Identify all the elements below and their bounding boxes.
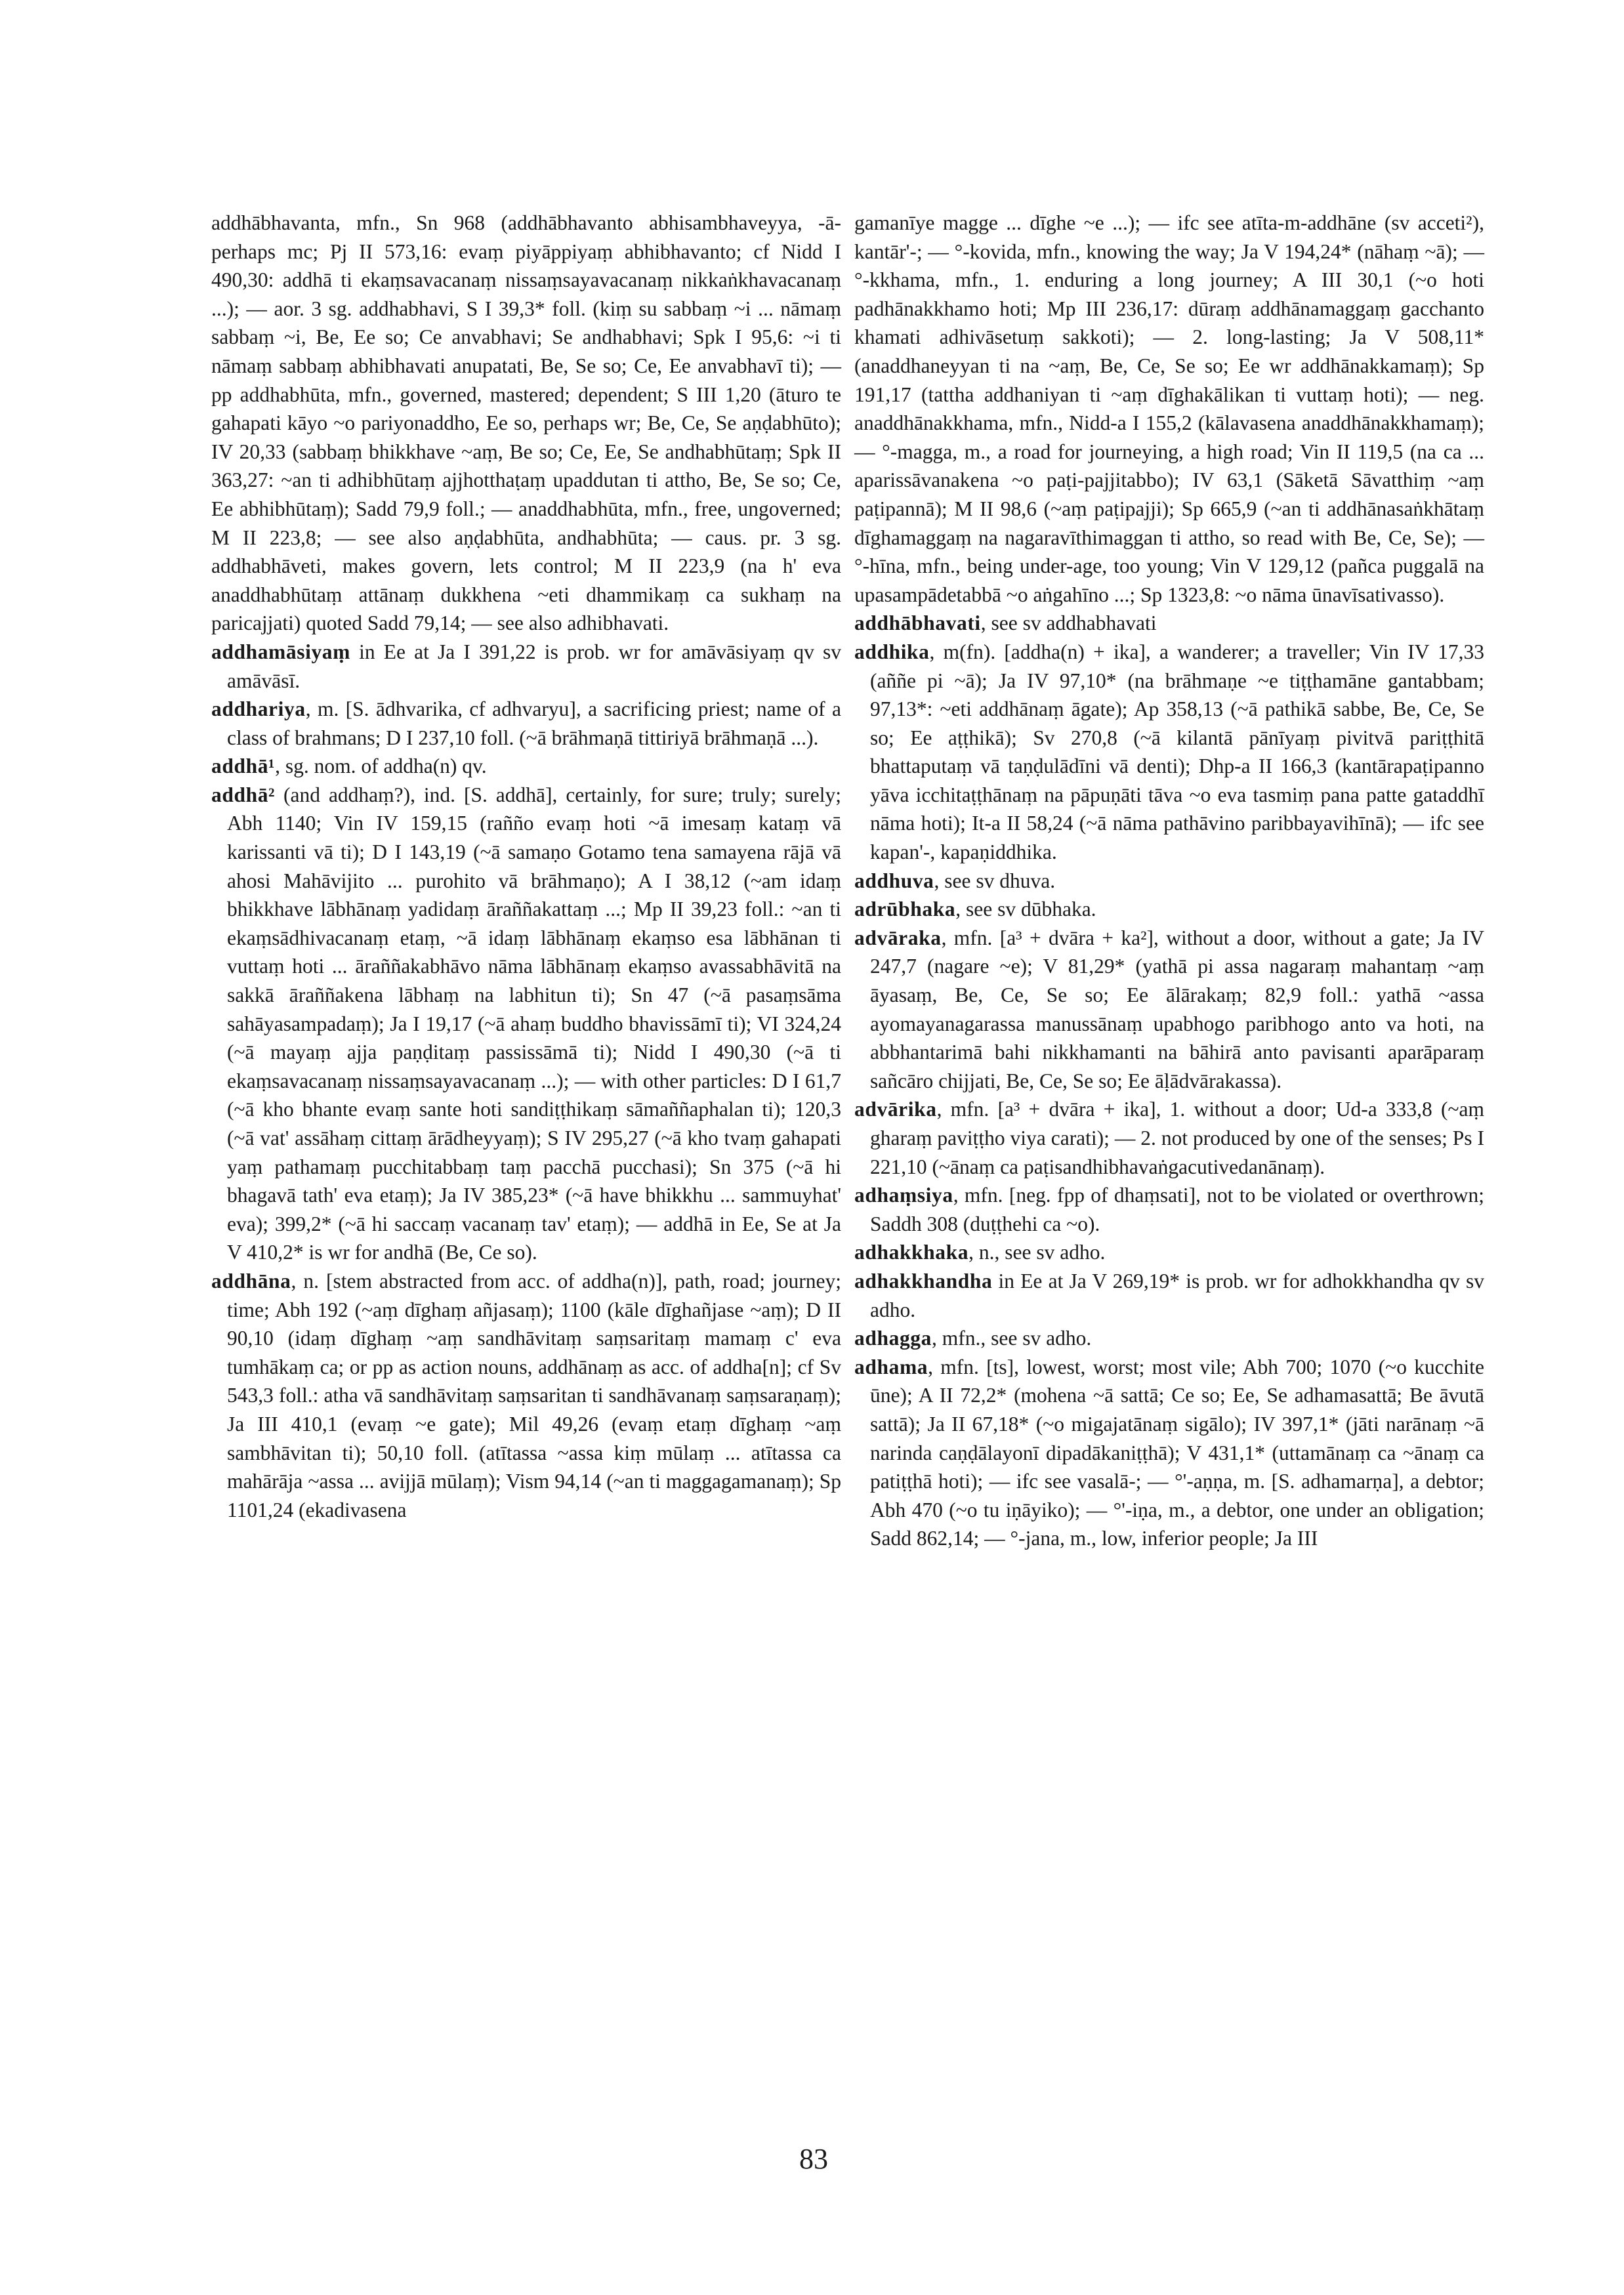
entry-headword: adhama bbox=[854, 1355, 928, 1378]
entry-addhabhavati bbox=[854, 609, 1484, 638]
entry-addhana bbox=[211, 1267, 841, 1524]
entry-body: , m. [S. ādhvarika, cf adhvaryu], a sacrificing priest; name of a class of brahmans; D I 237,10 foll. (~ā brāhmaṇā tittiriyā brāhmaṇā ...). bbox=[227, 697, 841, 749]
entry-body: , see sv dhuva. bbox=[934, 869, 1056, 892]
entry-body: gamanīye magge ... dīghe ~e ...); — ifc see atīta-m-addhāne (sv acceti²), kantār'-; — °-kovida, mfn., knowing the way; Ja V 194,24* (nāhaṃ ~ā); — °-kkhama, mfn., 1. enduring a long journey; A III 30,1 (~o hoti padhānakkhamo hoti; Mp III 236,17: dūraṃ addhānamaggaṃ gacchanto khamati adhivāsetuṃ sakkoti); — 2. long-lasting; Ja V 508,11* (anaddhaneyyan ti na ~aṃ, Be, Ce, Se so; Ee wr addhānakkamaṃ); Sp 191,17 (tattha addhaniyan ti ~aṃ dīghakālikan ti vuttaṃ hoti); — neg. anaddhānakkhama, mfn., Nidd-a I 155,2 (kālavasena anaddhānakkhamaṃ); — °-magga, m., a road for journeying, a high road; Vin II 119,5 (na ca ... aparissāvanakena ~o paṭi-pajjitabbo); IV 63,1 (Sāketā Sāvatthiṃ ~aṃ paṭipannā); M II 98,6 (~aṃ paṭipajji); Sp 665,9 (~an ti addhānasaṅkhātaṃ dīghamaggaṃ na nagaravīthimaggan ti attho, so read with Be, Ce, Se); — °-hīna, mfn., being under-age, too young; Vin V 129,12 (pañca puggalā na upasampādetabbā ~o aṅgahīno ...; Sp 1323,8: ~o nāma ūnavīsativasso). bbox=[854, 211, 1484, 606]
entry-body: , mfn. [a³ + dvāra + ika], 1. without a door; Ud-a 333,8 (~aṃ gharaṃ paviṭṭho viya carati); — 2. not produced by one of the senses; Ps I 221,10 (~ānaṃ ca paṭisandhibhavaṅgacutivedanānaṃ). bbox=[870, 1098, 1484, 1178]
entry-addha-2 bbox=[211, 781, 841, 1267]
entry-advaraka bbox=[854, 924, 1484, 1096]
entry-addhuva bbox=[854, 867, 1484, 896]
entry-body: , n. [stem abstracted from acc. of addha(n)], path, road; journey; time; Abh 192 (~aṃ dīghaṃ añjasaṃ); 1100 (kāle dīghañjase ~aṃ); D II 90,10 (idaṃ dīghaṃ ~aṃ sandhāvitaṃ saṃsaritaṃ mamaṃ c' eva tumhākaṃ ca; or pp as action nouns, addhānaṃ as acc. of addha[n]; cf Sv 543,3 foll.: atha vā sandhāvitaṃ saṃsaritan ti sandhāvanaṃ saṃsaraṇaṃ); Ja III 410,1 (evaṃ ~e gate); Mil 49,26 (evaṃ etaṃ dīghaṃ ~aṃ sambhāvitan ti); 50,10 foll. (atītassa ~assa kiṃ mūlaṃ ... atītassa ca mahārāja ~assa ... avijjā mūlaṃ); Vism 94,14 (~an ti maggagamanaṃ); Sp 1101,24 (ekadivasena bbox=[227, 1269, 841, 1521]
entry-body: , mfn. [ts], lowest, worst; most vile; Abh 700; 1070 (~o kucchite ūne); A II 72,2* (mohena ~ā sattā; Ce so; Ee, Se adhamasattā; Be āvutā sattā); Ja II 67,18* (~o migajatānaṃ sigālo); IV 397,1* (jāti narānaṃ ~ā narinda caṇḍālayonī dipadākaniṭṭhā); V 431,1* (uttamānaṃ ca ~ānaṃ ca patiṭṭhā hoti); — ifc see vasalā-; — °'-aṇṇa, m. [S. adhamarṇa], a debtor; Abh 470 (~o tu iṇāyiko); — °'-iṇa, m., a debtor, one under an obligation; Sadd 862,14; — °-jana, m., low, inferior people; Ja III bbox=[870, 1355, 1484, 1550]
entry-headword: addhābhavati bbox=[854, 611, 981, 635]
entry-addhana-continued bbox=[854, 209, 1484, 609]
entry-body: , see sv dūbhaka. bbox=[955, 898, 1096, 921]
entry-adrubhaka bbox=[854, 895, 1484, 924]
entry-body: , see sv addhabhavati bbox=[980, 611, 1157, 635]
entry-headword: addhā¹ bbox=[211, 755, 276, 778]
entry-advarika bbox=[854, 1095, 1484, 1181]
entry-body: , mfn. [neg. fpp of dhaṃsati], not to be violated or overthrown; Saddh 308 (duṭṭhehi ca ~o). bbox=[870, 1184, 1484, 1235]
entry-headword: addhika bbox=[854, 640, 930, 663]
entry-adhakkhandha bbox=[854, 1267, 1484, 1324]
entry-adhama bbox=[854, 1353, 1484, 1553]
right-column bbox=[854, 209, 1484, 1553]
left-column bbox=[211, 209, 841, 1524]
entry-body: (and addhaṃ?), ind. [S. addhā], certainly, for sure; truly; surely; Abh 1140; Vin IV 159,15 (rañño evaṃ hoti ~ā imesaṃ kataṃ vā karissanti vā ti); D I 143,19 (~ā samaṇo Gotamo tena samayena rājā vā ahosi Mahāvijito ... purohito vā brāhmaṇo); A I 38,12 (~am idaṃ bhikkhave lābhānaṃ yadidaṃ āraññakattaṃ ...; Mp II 39,23 foll.: ~an ti ekaṃsādhivacanaṃ etaṃ, ~ā idaṃ lābhānaṃ ekaṃso esa lābhānan ti vuttaṃ hoti ... āraññakabhāvo nāma lābhānaṃ ekaṃso avassabhāvitā na sakkā āraññakena lābhaṃ na labhitun ti); Sn 47 (~ā pasaṃsāma sahāyasampadaṃ); Ja I 19,17 (~ā ahaṃ buddho bhavissāmī ti); VI 324,24 (~ā mayaṃ ajja paṇḍitaṃ passissāmā ti); Nidd I 490,30 (~ā ti ekaṃsavacanaṃ nissaṃsayavacanaṃ ...); — with other particles: D I 61,7 (~ā kho bhante evaṃ sante hoti sandiṭṭhikaṃ sāmaññaphalan ti); 120,3 (~ā vat' assāhaṃ cittaṃ ārādheyyaṃ); S IV 295,27 (~ā kho tvaṃ gahapati yaṃ pathamaṃ pucchitabbaṃ taṃ pacchā pucchasi); Sn 375 (~ā hi bhagavā tath' eva etaṃ); Ja IV 385,23* (~ā have bhikkhu ... sammuyhat' eva); 399,2* (~ā hi saccaṃ vacanaṃ tav' etaṃ); — addhā in Ee, Se at Ja V 410,2* is wr for andhā (Be, Ce so). bbox=[227, 783, 841, 1264]
entry-adhagga bbox=[854, 1324, 1484, 1353]
entry-headword: adhaṃsiya bbox=[854, 1184, 953, 1207]
entry-body: , mfn., see sv adho. bbox=[932, 1327, 1092, 1350]
entry-body: , sg. nom. of addha(n) qv. bbox=[275, 755, 487, 778]
entry-headword: advāraka bbox=[854, 926, 942, 949]
entry-headword: adhakkhandha bbox=[854, 1269, 993, 1292]
entry-headword: addhamāsiyaṃ bbox=[211, 640, 350, 663]
entry-body: addhābhavanta, mfn., Sn 968 (addhābhavanto abhisambhaveyya, -ā- perhaps mc; Pj II 573,16: evaṃ piyāppiyaṃ abhibhavanto; cf Nidd I 490,30: addhā ti ekaṃsavacanaṃ nissaṃsayavacanaṃ nikkaṅkhavacanaṃ ...); — aor. 3 sg. addhabhavi, S I 39,3* foll. (kiṃ su sabbaṃ ~i ... nāmaṃ sabbaṃ ~i, Be, Ee so; Ce anvabhavi; Se andhabhavi; Spk I 95,6: ~i ti nāmaṃ sabbaṃ abhibhavati anupatati, Be, Se so; Ce, Ee anvabhavī ti); — pp addhabhūta, mfn., governed, mastered; dependent; S III 1,20 (āturo te gahapati kāyo ~o pariyonaddho, Ee so, perhaps wr; Be, Ce, Se aṇḍabhūto); IV 20,33 (sabbaṃ bhikkhave ~aṃ, Be so; Ce, Ee, Se andhabhūtaṃ; Spk II 363,27: ~an ti adhibhūtaṃ ajjhotthaṭaṃ upaddutan ti attho, Be, Se so; Ce, Ee abhibhūtaṃ); Sadd 79,9 foll.; — anaddhabhūta, mfn., free, ungoverned; M II 223,8; — see also aṇḍabhūta, andhabhūta; — caus. pr. 3 sg. addhabhāveti, makes govern, lets control; M II 223,9 (na h' eva anaddhabhūtaṃ attānaṃ dukkhena ~eti dhammikaṃ ca sukhaṃ na paricajjati) quoted Sadd 79,14; — see also adhibhavati. bbox=[211, 211, 841, 635]
entry-body: , mfn. [a³ + dvāra + ka²], without a door, without a gate; Ja IV 247,7 (nagare ~e); V 81,29* (yathā pi assa nagaraṃ mahantaṃ ~aṃ āyasaṃ, Be, Ce, Se so; Ee ālārakaṃ; 82,9 foll.: yathā ~assa ayomayanagarassa manussānaṃ upabhogo paribhogo anto va hoti, na abbhantarimā bahi nikkhamanti na bāhirā anto pavisanti aparāparaṃ sañcāro chijjati, Be, Ce, Se so; Ee āḷādvārakassa). bbox=[870, 926, 1484, 1092]
entry-headword: adhagga bbox=[854, 1327, 932, 1350]
page-number: 83 bbox=[799, 2143, 828, 2175]
entry-adhamsiya bbox=[854, 1181, 1484, 1238]
entry-headword: addhariya bbox=[211, 697, 306, 721]
entry-body: , n., see sv adho. bbox=[968, 1241, 1106, 1264]
entry-body: in Ee at Ja I 391,22 is prob. wr for amāvāsiyaṃ qv sv amāvāsī. bbox=[227, 640, 841, 692]
entry-addha-1 bbox=[211, 752, 841, 781]
entry-body: , m(fn). [addha(n) + ika], a wanderer; a traveller; Vin IV 17,33 (aññe pi ~ā); Ja IV 97,10* (na brāhmaṇe ~e tiṭṭhamāne gantabbam; 97,13*: ~eti addhānaṃ āgate); Ap 358,13 (~ā pathikā sabbe, Be, Ce, Se so; Ee aṭṭhikā); Sv 270,8 (~ā kilantā pānīyaṃ pivitvā pariṭṭhitā bhattaputaṃ vā taṇḍulādīni vā denti); Dhp-a II 166,3 (kantārapaṭipanno yāva icchitaṭṭhānaṃ na pāpuṇāti tāva ~o eva tasmiṃ pana patte gataddhī nāma hoti); It-a II 58,24 (~ā nāma pathāvino paribbayavihīnā); — ifc see kapan'-, kapaṇiddhika. bbox=[870, 640, 1484, 864]
entry-headword: addhāna bbox=[211, 1269, 291, 1292]
entry-headword: advārika bbox=[854, 1098, 937, 1121]
entry-addhamasiyam bbox=[211, 638, 841, 695]
entry-body: in Ee at Ja V 269,19* is prob. wr for adhokkhandha qv sv adho. bbox=[870, 1269, 1484, 1321]
entry-headword: addhā² bbox=[211, 783, 276, 806]
entry-addhariya bbox=[211, 695, 841, 752]
entry-addhabhavanta-continued bbox=[211, 209, 841, 638]
entry-addhika bbox=[854, 638, 1484, 867]
entry-headword: adrūbhaka bbox=[854, 898, 956, 921]
entry-headword: addhuva bbox=[854, 869, 934, 892]
entry-adhakkhaka bbox=[854, 1238, 1484, 1267]
entry-headword: adhakkhaka bbox=[854, 1241, 969, 1264]
